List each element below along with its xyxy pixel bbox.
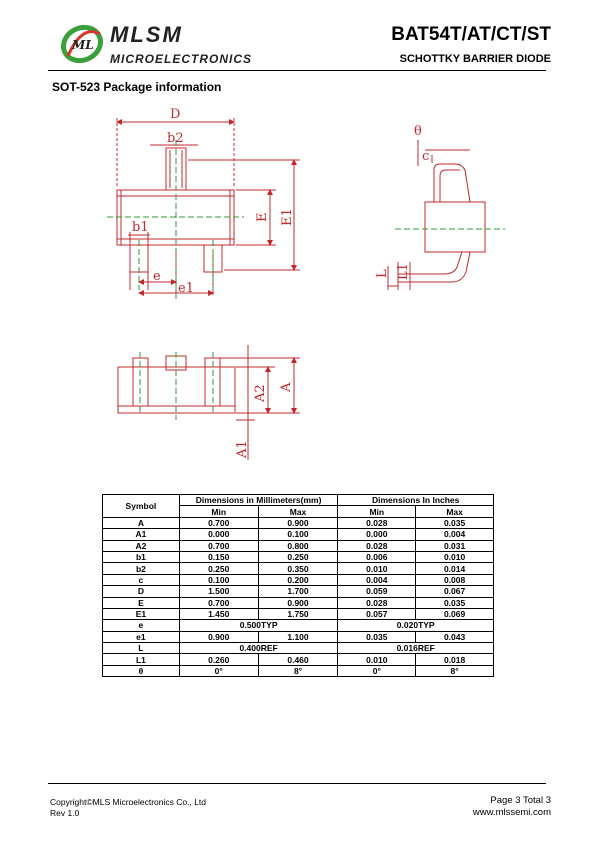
table-cell: 0.900 [258, 517, 338, 528]
table-cell: 0.004 [338, 574, 416, 585]
table-cell: A1 [103, 529, 180, 540]
label-L1: L1 [396, 263, 411, 280]
table-cell: 0.350 [258, 563, 338, 574]
table-cell: 0.057 [338, 608, 416, 619]
table-row [103, 643, 494, 654]
table-cell: 1.500 [179, 586, 258, 597]
footer-rule [48, 783, 546, 784]
dimension-table [102, 494, 494, 677]
label-A2: A2 [253, 384, 268, 402]
table-cell: L1 [103, 654, 180, 665]
table-cell: 1.100 [258, 631, 338, 642]
table-row [103, 665, 494, 676]
table-cell: 0.400REF [179, 643, 338, 654]
label-b1: b1 [132, 220, 149, 235]
mm-max-header: Max [258, 506, 338, 517]
table-cell: 0.028 [338, 597, 416, 608]
table-cell: 0.067 [416, 586, 494, 597]
part-number: BAT54T/AT/CT/ST [391, 24, 551, 45]
section-title: SOT-523 Package information [52, 80, 222, 94]
in-min-header: Min [338, 506, 416, 517]
table-cell: E1 [103, 608, 180, 619]
package-drawing [0, 100, 595, 480]
footer-right [473, 795, 551, 819]
table-cell: 0.035 [416, 517, 494, 528]
table-cell: L [103, 643, 180, 654]
table-cell: 0.031 [416, 540, 494, 551]
table-row [103, 574, 494, 585]
mm-header: Dimensions in Millimeters(mm) [179, 495, 338, 506]
label-D: D [170, 107, 181, 122]
table-cell: 1.700 [258, 586, 338, 597]
label-A: A [279, 382, 294, 392]
header-rule [48, 70, 546, 71]
side-view-body [425, 202, 485, 252]
table-cell: 0.250 [179, 563, 258, 574]
table-cell: 0.900 [258, 597, 338, 608]
footer-left [50, 797, 206, 819]
table-cell: 0.150 [179, 551, 258, 562]
table-row [103, 517, 494, 528]
label-A1: A1 [235, 440, 250, 458]
table-cell: E [103, 597, 180, 608]
table-cell: 0.020TYP [338, 620, 494, 631]
table-cell: 8° [416, 665, 494, 676]
device-type: SCHOTTKY BARRIER DIODE [399, 53, 551, 65]
table-cell: 0.200 [258, 574, 338, 585]
revision: Rev 1.0 [50, 808, 80, 818]
company-logo [58, 20, 106, 68]
label-e1: e1 [178, 281, 194, 296]
table-cell: 0.250 [258, 551, 338, 562]
table-cell: 0.008 [416, 574, 494, 585]
table-row [103, 551, 494, 562]
table-cell: 0.900 [179, 631, 258, 642]
table-cell: 0.100 [179, 574, 258, 585]
inch-header: Dimensions In Inches [338, 495, 494, 506]
brand-subtitle: MICROELECTRONICS [110, 52, 252, 66]
table-cell: 0.043 [416, 631, 494, 642]
symbol-header: Symbol [103, 495, 180, 518]
table-cell: 0.700 [179, 517, 258, 528]
table-cell: e [103, 620, 180, 631]
label-e: e [153, 269, 161, 284]
table-cell: 0.016REF [338, 643, 494, 654]
table-cell: A2 [103, 540, 180, 551]
table-cell: 0.028 [338, 540, 416, 551]
table-row [103, 597, 494, 608]
table-row [103, 608, 494, 619]
table-cell: 0.800 [258, 540, 338, 551]
brand-name: MLSM [110, 22, 183, 47]
table-cell: 0.460 [258, 654, 338, 665]
label-theta: θ [414, 124, 422, 139]
front-view [118, 345, 300, 460]
table-row [103, 631, 494, 642]
label-E: E [255, 212, 270, 222]
page-number: Page 3 Total 3 [490, 795, 551, 806]
label-E1: E1 [280, 208, 295, 226]
table-cell: 0.035 [416, 597, 494, 608]
table-cell: 0.035 [338, 631, 416, 642]
table-cell: 0.010 [338, 563, 416, 574]
table-cell: 0.006 [338, 551, 416, 562]
table-cell: 0.700 [179, 540, 258, 551]
table-cell: 0.004 [416, 529, 494, 540]
table-cell: 0.100 [258, 529, 338, 540]
table-cell: 0.000 [338, 529, 416, 540]
table-cell: 0.500TYP [179, 620, 338, 631]
table-cell: 0.010 [416, 551, 494, 562]
label-b2: b2 [167, 131, 184, 146]
table-row [103, 563, 494, 574]
website: www.mlssemi.com [472, 807, 551, 818]
table-cell: 0.014 [416, 563, 494, 574]
table-row [103, 654, 494, 665]
table-cell: 0.069 [416, 608, 494, 619]
table-cell: 0° [338, 665, 416, 676]
table-cell: A [103, 517, 180, 528]
table-cell: 0.000 [179, 529, 258, 540]
table-row [103, 529, 494, 540]
table-cell: 0.700 [179, 597, 258, 608]
mm-min-header: Min [179, 506, 258, 517]
table-cell: 1.450 [179, 608, 258, 619]
table-cell: 0.059 [338, 586, 416, 597]
table-cell: b1 [103, 551, 180, 562]
copyright: Copyright©MLS Microelectronics Co., Ltd [50, 797, 207, 807]
table-cell: 0.018 [416, 654, 494, 665]
top-view [117, 118, 300, 295]
logo-glyph: ML [72, 38, 94, 52]
table-cell: 0.260 [179, 654, 258, 665]
table-cell: 8° [258, 665, 338, 676]
table-cell: θ [103, 665, 180, 676]
in-max-header: Max [416, 506, 494, 517]
table-cell: 1.750 [258, 608, 338, 619]
table-cell: D [103, 586, 180, 597]
label-c: c [422, 149, 430, 164]
table-cell: c [103, 574, 180, 585]
table-row [103, 586, 494, 597]
table-cell: 0° [179, 665, 258, 676]
table-cell: 0.028 [338, 517, 416, 528]
table-cell: 0.010 [338, 654, 416, 665]
table-cell: e1 [103, 631, 180, 642]
label-L: L [375, 269, 390, 278]
table-cell: b2 [103, 563, 180, 574]
table-row [103, 620, 494, 631]
table-row [103, 540, 494, 551]
